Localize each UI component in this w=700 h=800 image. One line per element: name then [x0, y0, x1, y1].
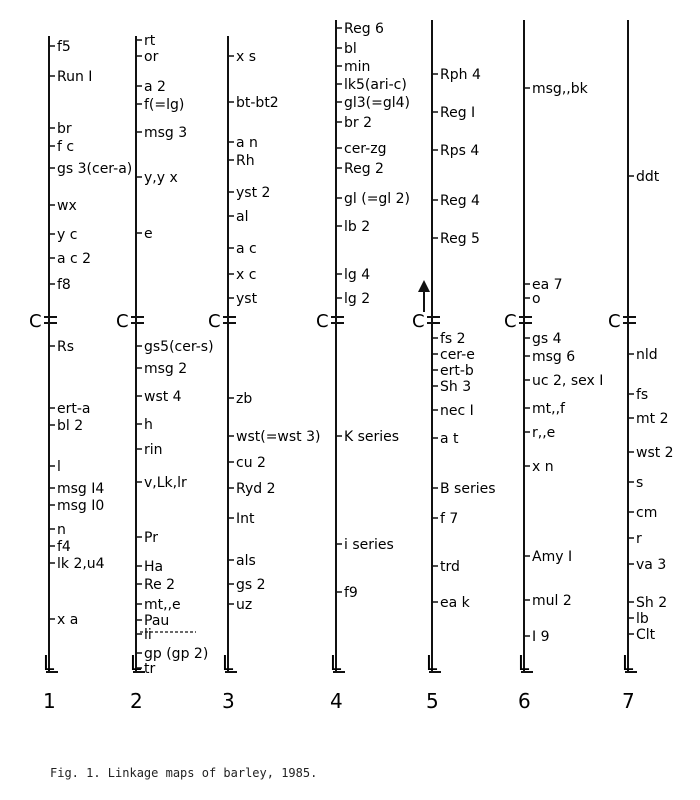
locus-label: msg 3: [144, 125, 188, 141]
long-arm-label: L: [622, 651, 634, 675]
locus-label: als: [236, 553, 256, 569]
chromosome-number: 1: [43, 689, 56, 713]
locus-label: wst(=wst 3): [236, 429, 321, 445]
locus-label: gs 4: [532, 331, 562, 347]
chromosome-1: [29, 36, 132, 713]
locus-label: a c 2: [57, 251, 92, 267]
locus-label: Pau: [144, 613, 170, 629]
locus-label: ert-a: [57, 401, 91, 417]
locus-label: al: [236, 209, 249, 225]
locus-label: f9: [344, 585, 358, 601]
chromosome-number: 4: [330, 689, 343, 713]
locus-label: msg 6: [532, 349, 576, 365]
locus-label: Reg 4: [440, 193, 480, 209]
chromosome-5: [412, 20, 496, 713]
locus-label: a t: [440, 431, 459, 447]
locus-label: s: [636, 475, 644, 491]
locus-label: mt 2: [636, 411, 669, 427]
locus-label: zb: [236, 391, 253, 407]
locus-label: r,,e: [532, 425, 556, 441]
centromere-label: C: [29, 311, 42, 332]
centromere-label: C: [504, 311, 517, 332]
locus-label: Reg 2: [344, 161, 384, 177]
locus-label: msg 2: [144, 361, 188, 377]
locus-label: lg 2: [344, 291, 371, 307]
locus-label: Rps 4: [440, 143, 480, 159]
locus-label: y c: [57, 227, 78, 243]
locus-label: v,Lk,lr: [144, 475, 187, 491]
locus-label: fs: [636, 387, 649, 403]
locus-label: va 3: [636, 557, 667, 573]
locus-label: br 2: [344, 115, 372, 131]
locus-label: rt: [144, 33, 156, 49]
chromosome-number: 2: [130, 689, 143, 713]
locus-label: wx: [57, 198, 77, 214]
locus-label: br: [57, 121, 72, 137]
locus-label: tr: [144, 661, 156, 677]
locus-label: e: [144, 226, 153, 242]
locus-label: yst: [236, 291, 258, 307]
locus-label: uc 2, sex I: [532, 373, 604, 389]
long-arm-label: L: [426, 651, 438, 675]
locus-label: mt,,e: [144, 597, 181, 613]
chromosome-number: 3: [222, 689, 235, 713]
locus-label: fs 2: [440, 331, 466, 347]
locus-label: x s: [236, 49, 257, 65]
locus-label: Run I: [57, 69, 93, 85]
locus-label: ddt: [636, 169, 660, 185]
locus-label: ert-b: [440, 363, 474, 379]
locus-label: lb 2: [344, 219, 371, 235]
locus-label: lg 4: [344, 267, 371, 283]
chromosome-4: [316, 20, 410, 713]
locus-label: o: [532, 291, 541, 307]
locus-label: x n: [532, 459, 554, 475]
chromosome-7: [608, 20, 674, 713]
locus-label: nec I: [440, 403, 474, 419]
locus-label: lb: [636, 611, 649, 627]
locus-label: gl3(=gl4): [344, 95, 411, 111]
locus-label: cu 2: [236, 455, 266, 471]
locus-label: or: [144, 49, 159, 65]
locus-label: trd: [440, 559, 460, 575]
locus-label: f4: [57, 539, 71, 555]
locus-label: Rs: [57, 339, 75, 355]
locus-label: x a: [57, 612, 79, 628]
locus-label: f c: [57, 139, 75, 155]
locus-label: Int: [236, 511, 255, 527]
locus-label: gs 3(cer-a): [57, 161, 133, 177]
locus-label: gs5(cer-s): [144, 339, 214, 355]
locus-label: y,y x: [144, 170, 178, 186]
locus-label: Ha: [144, 559, 164, 575]
locus-label: a n: [236, 135, 258, 151]
locus-label: Rph 4: [440, 67, 481, 83]
locus-label: Ryd 2: [236, 481, 276, 497]
locus-label: l: [57, 459, 61, 475]
locus-label: f5: [57, 39, 71, 55]
locus-label: msg I4: [57, 481, 105, 497]
locus-label: a 2: [144, 79, 166, 95]
locus-label: Reg 5: [440, 231, 480, 247]
locus-label: yst 2: [236, 185, 271, 201]
chromosome-number: 5: [426, 689, 439, 713]
locus-label: gp (gp 2): [144, 646, 209, 662]
centromere-label: C: [608, 311, 621, 332]
long-arm-label: L: [518, 651, 530, 675]
locus-label: Sh 2: [636, 595, 668, 611]
locus-label: n: [57, 522, 66, 538]
locus-label: Rh: [236, 153, 255, 169]
locus-label: Amy I: [532, 549, 573, 565]
locus-label: msg I0: [57, 498, 105, 514]
long-arm-label: L: [330, 651, 342, 675]
locus-label: h: [144, 417, 153, 433]
locus-label: Pr: [144, 530, 158, 546]
locus-label: li: [144, 627, 152, 643]
locus-label: cer-e: [440, 347, 475, 363]
long-arm-label: L: [222, 651, 234, 675]
locus-label: Reg I: [440, 105, 476, 121]
centromere-label: C: [412, 311, 425, 332]
locus-label: Reg 6: [344, 21, 384, 37]
locus-label: wst 2: [636, 445, 674, 461]
locus-label: Re 2: [144, 577, 176, 593]
long-arm-label: L: [130, 651, 142, 675]
locus-label: mt,,f: [532, 401, 565, 417]
locus-label: cm: [636, 505, 658, 521]
locus-label: I 9: [532, 629, 550, 645]
locus-label: bl: [344, 41, 357, 57]
locus-label: ea k: [440, 595, 470, 611]
chromosome-2: [116, 33, 214, 713]
locus-label: mul 2: [532, 593, 572, 609]
locus-label: bl 2: [57, 418, 84, 434]
locus-label: f 7: [440, 511, 459, 527]
locus-label: i series: [344, 537, 394, 553]
centromere-label: C: [116, 311, 129, 332]
locus-label: r: [636, 531, 642, 547]
chromosome-6: [504, 20, 603, 713]
locus-label: gs 2: [236, 577, 266, 593]
locus-label: msg,,bk: [532, 81, 588, 97]
locus-label: f8: [57, 277, 71, 293]
locus-label: x c: [236, 267, 257, 283]
locus-label: K series: [344, 429, 400, 445]
locus-label: wst 4: [144, 389, 182, 405]
locus-label: lk5(ari-c): [344, 77, 407, 93]
locus-label: a c: [236, 241, 257, 257]
chromosome-number: 6: [518, 689, 531, 713]
locus-label: min: [344, 59, 371, 75]
locus-label: cer-zg: [344, 141, 387, 157]
arrow-marker: [418, 280, 430, 312]
locus-label: B series: [440, 481, 496, 497]
locus-label: rin: [144, 442, 163, 458]
locus-label: Sh 3: [440, 379, 472, 395]
locus-label: gl (=gl 2): [344, 191, 411, 207]
centromere-label: C: [208, 311, 221, 332]
locus-label: ea 7: [532, 277, 563, 293]
chromosome-3: [208, 36, 320, 713]
locus-label: uz: [236, 597, 253, 613]
locus-label: nld: [636, 347, 658, 363]
locus-label: bt-bt2: [236, 95, 279, 111]
centromere-label: C: [316, 311, 329, 332]
figure-caption: Fig. 1. Linkage maps of barley, 1985.: [50, 766, 318, 780]
locus-label: f(=lg): [144, 97, 185, 113]
chromosome-number: 7: [622, 689, 635, 713]
locus-label: Clt: [636, 627, 656, 643]
long-arm-label: L: [43, 651, 55, 675]
locus-label: lk 2,u4: [57, 556, 105, 572]
